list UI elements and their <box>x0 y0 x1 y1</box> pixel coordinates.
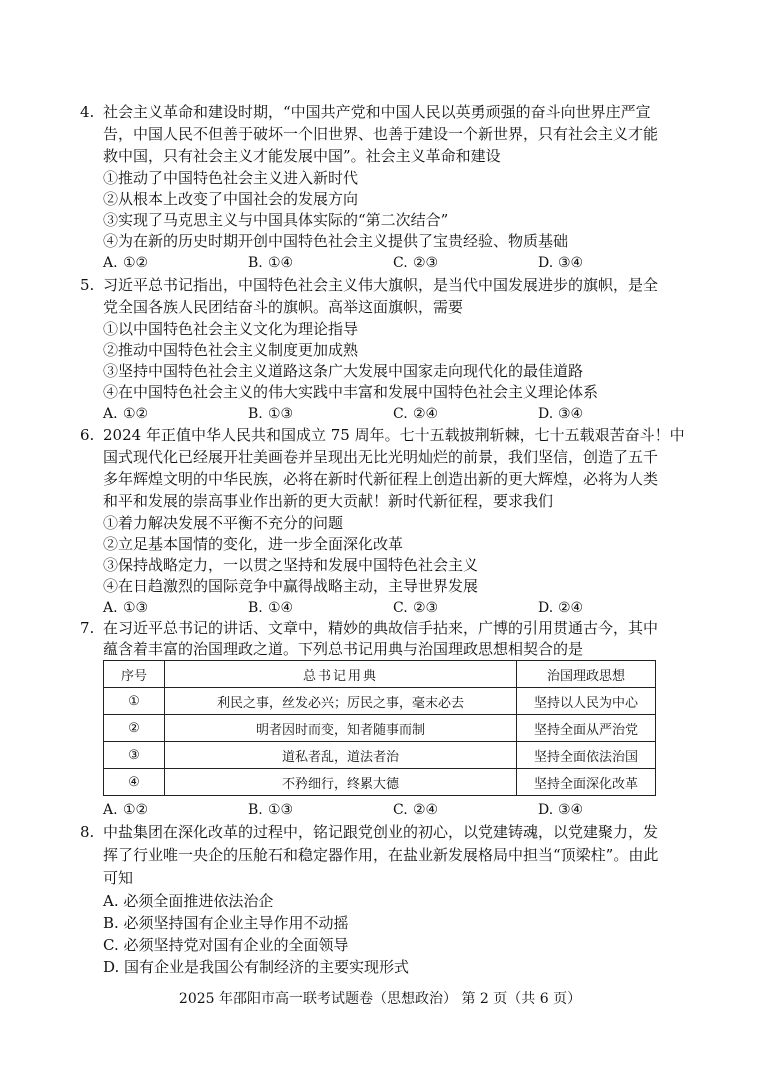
statement-1: ①推动了中国特色社会主义进入新时代 <box>103 169 359 187</box>
statement-4: ④在日趋激烈的国际竞争中赢得战略主动，主导世界发展 <box>103 577 479 595</box>
option-c: C. ②④ <box>393 802 439 818</box>
table-cell: 坚持全面依法治国 <box>517 742 656 769</box>
table-cell: 坚持以人民为中心 <box>517 688 656 715</box>
option-c: C. ②③ <box>393 600 439 616</box>
question-number: 7. <box>80 619 95 637</box>
question-number: 4. <box>80 103 95 121</box>
table-cell: 道私者乱，道法者治 <box>165 742 517 769</box>
option-d: D. 国有企业是我国公有制经济的主要实现形式 <box>103 958 410 976</box>
table-cell: 坚持全面从严治党 <box>517 715 656 742</box>
table-row <box>104 688 656 715</box>
stem-line: 2024 年正值中华人民共和国成立 75 周年。七十五载披荆斩棘，七十五载艰苦奋斗！中 <box>103 426 685 444</box>
stem-line: 救中国，只有社会主义才能发展中国”。社会主义革命和建设 <box>103 147 501 165</box>
answer-options <box>103 405 663 423</box>
column-header: 治国理政思想 <box>517 661 656 688</box>
option-a: A. ①② <box>103 406 149 422</box>
stem-line: 在习近平总书记的讲话、文章中，精妙的典故信手拈来，广博的引用贯通古今，其中 <box>103 619 659 637</box>
statement-2: ②立足基本国情的变化，进一步全面深化改革 <box>103 535 404 553</box>
option-c: C. 必须坚持党对国有企业的全面领导 <box>103 936 349 954</box>
option-c: C. ②③ <box>393 255 439 271</box>
table-cell: 利民之事，丝发必兴；厉民之事，毫末必去 <box>165 688 517 715</box>
stem-line: 蕴含着丰富的治国理政之道。下列总书记用典与治国理政思想相契合的是 <box>103 640 584 658</box>
page-footer: 2025 年邵阳市高一联考试题卷（思想政治） 第 2 页（共 6 页） <box>178 991 582 1007</box>
option-b: B. ①③ <box>248 406 294 422</box>
quote-table <box>103 660 656 796</box>
statement-1: ①着力解决发展不平衡不充分的问题 <box>103 514 344 532</box>
statement-3: ③实现了马克思主义与中国具体实际的“第二次结合” <box>103 211 449 229</box>
column-header: 序号 <box>104 661 165 688</box>
stem-line: 告，中国人民不但善于破坏一个旧世界、也善于建设一个新世界，只有社会主义才能 <box>103 125 659 143</box>
answer-options <box>103 801 663 819</box>
stem-line: 习近平总书记指出，中国特色社会主义伟大旗帜，是当代中国发展进步的旗帜，是全 <box>103 276 659 294</box>
question-number: 5. <box>80 276 95 294</box>
statement-3: ③保持战略定力，一以贯之坚持和发展中国特色社会主义 <box>103 556 479 574</box>
answer-options <box>103 254 663 272</box>
option-d: D. ③④ <box>538 406 584 422</box>
table-cell: ① <box>104 688 165 715</box>
option-b: B. ①④ <box>248 255 294 271</box>
option-d: D. ③④ <box>538 802 584 818</box>
table-cell: ② <box>104 715 165 742</box>
option-a: A. ①③ <box>103 600 149 616</box>
option-c: C. ②④ <box>393 406 439 422</box>
option-b: B. 必须坚持国有企业主导作用不动摇 <box>103 914 349 932</box>
column-header: 总书记用典 <box>165 661 517 688</box>
stem-line: 党全国各族人民团结奋斗的旗帜。高举这面旗帜，需要 <box>103 298 464 316</box>
option-a: A. ①② <box>103 255 149 271</box>
stem-line: 和平和发展的崇高事业作出新的更大贡献！新时代新征程，要求我们 <box>103 492 554 510</box>
option-b: B. ①④ <box>248 600 294 616</box>
table-header-row <box>104 661 656 688</box>
stem-line: 国式现代化已经展开壮美画卷并呈现出无比光明灿烂的前景，我们坚信，创造了五千 <box>103 448 659 466</box>
table-row <box>104 715 656 742</box>
stem-line: 多年辉煌文明的中华民族，必将在新时代新征程上创造出新的更大辉煌，必将为人类 <box>103 470 659 488</box>
stem-line: 社会主义革命和建设时期，“中国共产党和中国人民以英勇顽强的奋斗向世界庄严宣 <box>103 103 651 121</box>
stem-line: 挥了行业唯一央企的压舱石和稳定器作用，在盐业新发展格局中担当“顶梁柱”。由此 <box>103 846 659 864</box>
statement-1: ①以中国特色社会主义文化为理论指导 <box>103 320 359 338</box>
question-number: 6. <box>80 426 95 444</box>
table-cell: 不矜细行，终累大德 <box>165 769 517 796</box>
table-cell: ③ <box>104 742 165 769</box>
table-row <box>104 769 656 796</box>
table-cell: 明者因时而变，知者随事而制 <box>165 715 517 742</box>
option-d: D. ②④ <box>538 600 584 616</box>
statement-4: ④为在新的历史时期开创中国特色社会主义提供了宝贵经验、物质基础 <box>103 232 569 250</box>
option-d: D. ③④ <box>538 255 584 271</box>
table-row <box>104 742 656 769</box>
option-a: A. 必须全面推进依法治企 <box>103 892 274 910</box>
question-number: 8. <box>80 823 95 841</box>
option-a: A. ①② <box>103 802 149 818</box>
option-b: B. ①③ <box>248 802 294 818</box>
table-cell: 坚持全面深化改革 <box>517 769 656 796</box>
stem-line: 可知 <box>103 869 134 887</box>
statement-2: ②推动中国特色社会主义制度更加成熟 <box>103 341 359 359</box>
statement-2: ②从根本上改变了中国社会的发展方向 <box>103 190 359 208</box>
answer-options <box>103 599 663 617</box>
stem-line: 中盐集团在深化改革的过程中，铭记跟党创业的初心，以党建铸魂，以党建聚力，发 <box>103 823 659 841</box>
table-cell: ④ <box>104 769 165 796</box>
statement-3: ③坚持中国特色社会主义道路这条广大发展中国家走向现代化的最佳道路 <box>103 362 584 380</box>
statement-4: ④在中国特色社会主义的伟大实践中丰富和发展中国特色社会主义理论体系 <box>103 383 599 401</box>
